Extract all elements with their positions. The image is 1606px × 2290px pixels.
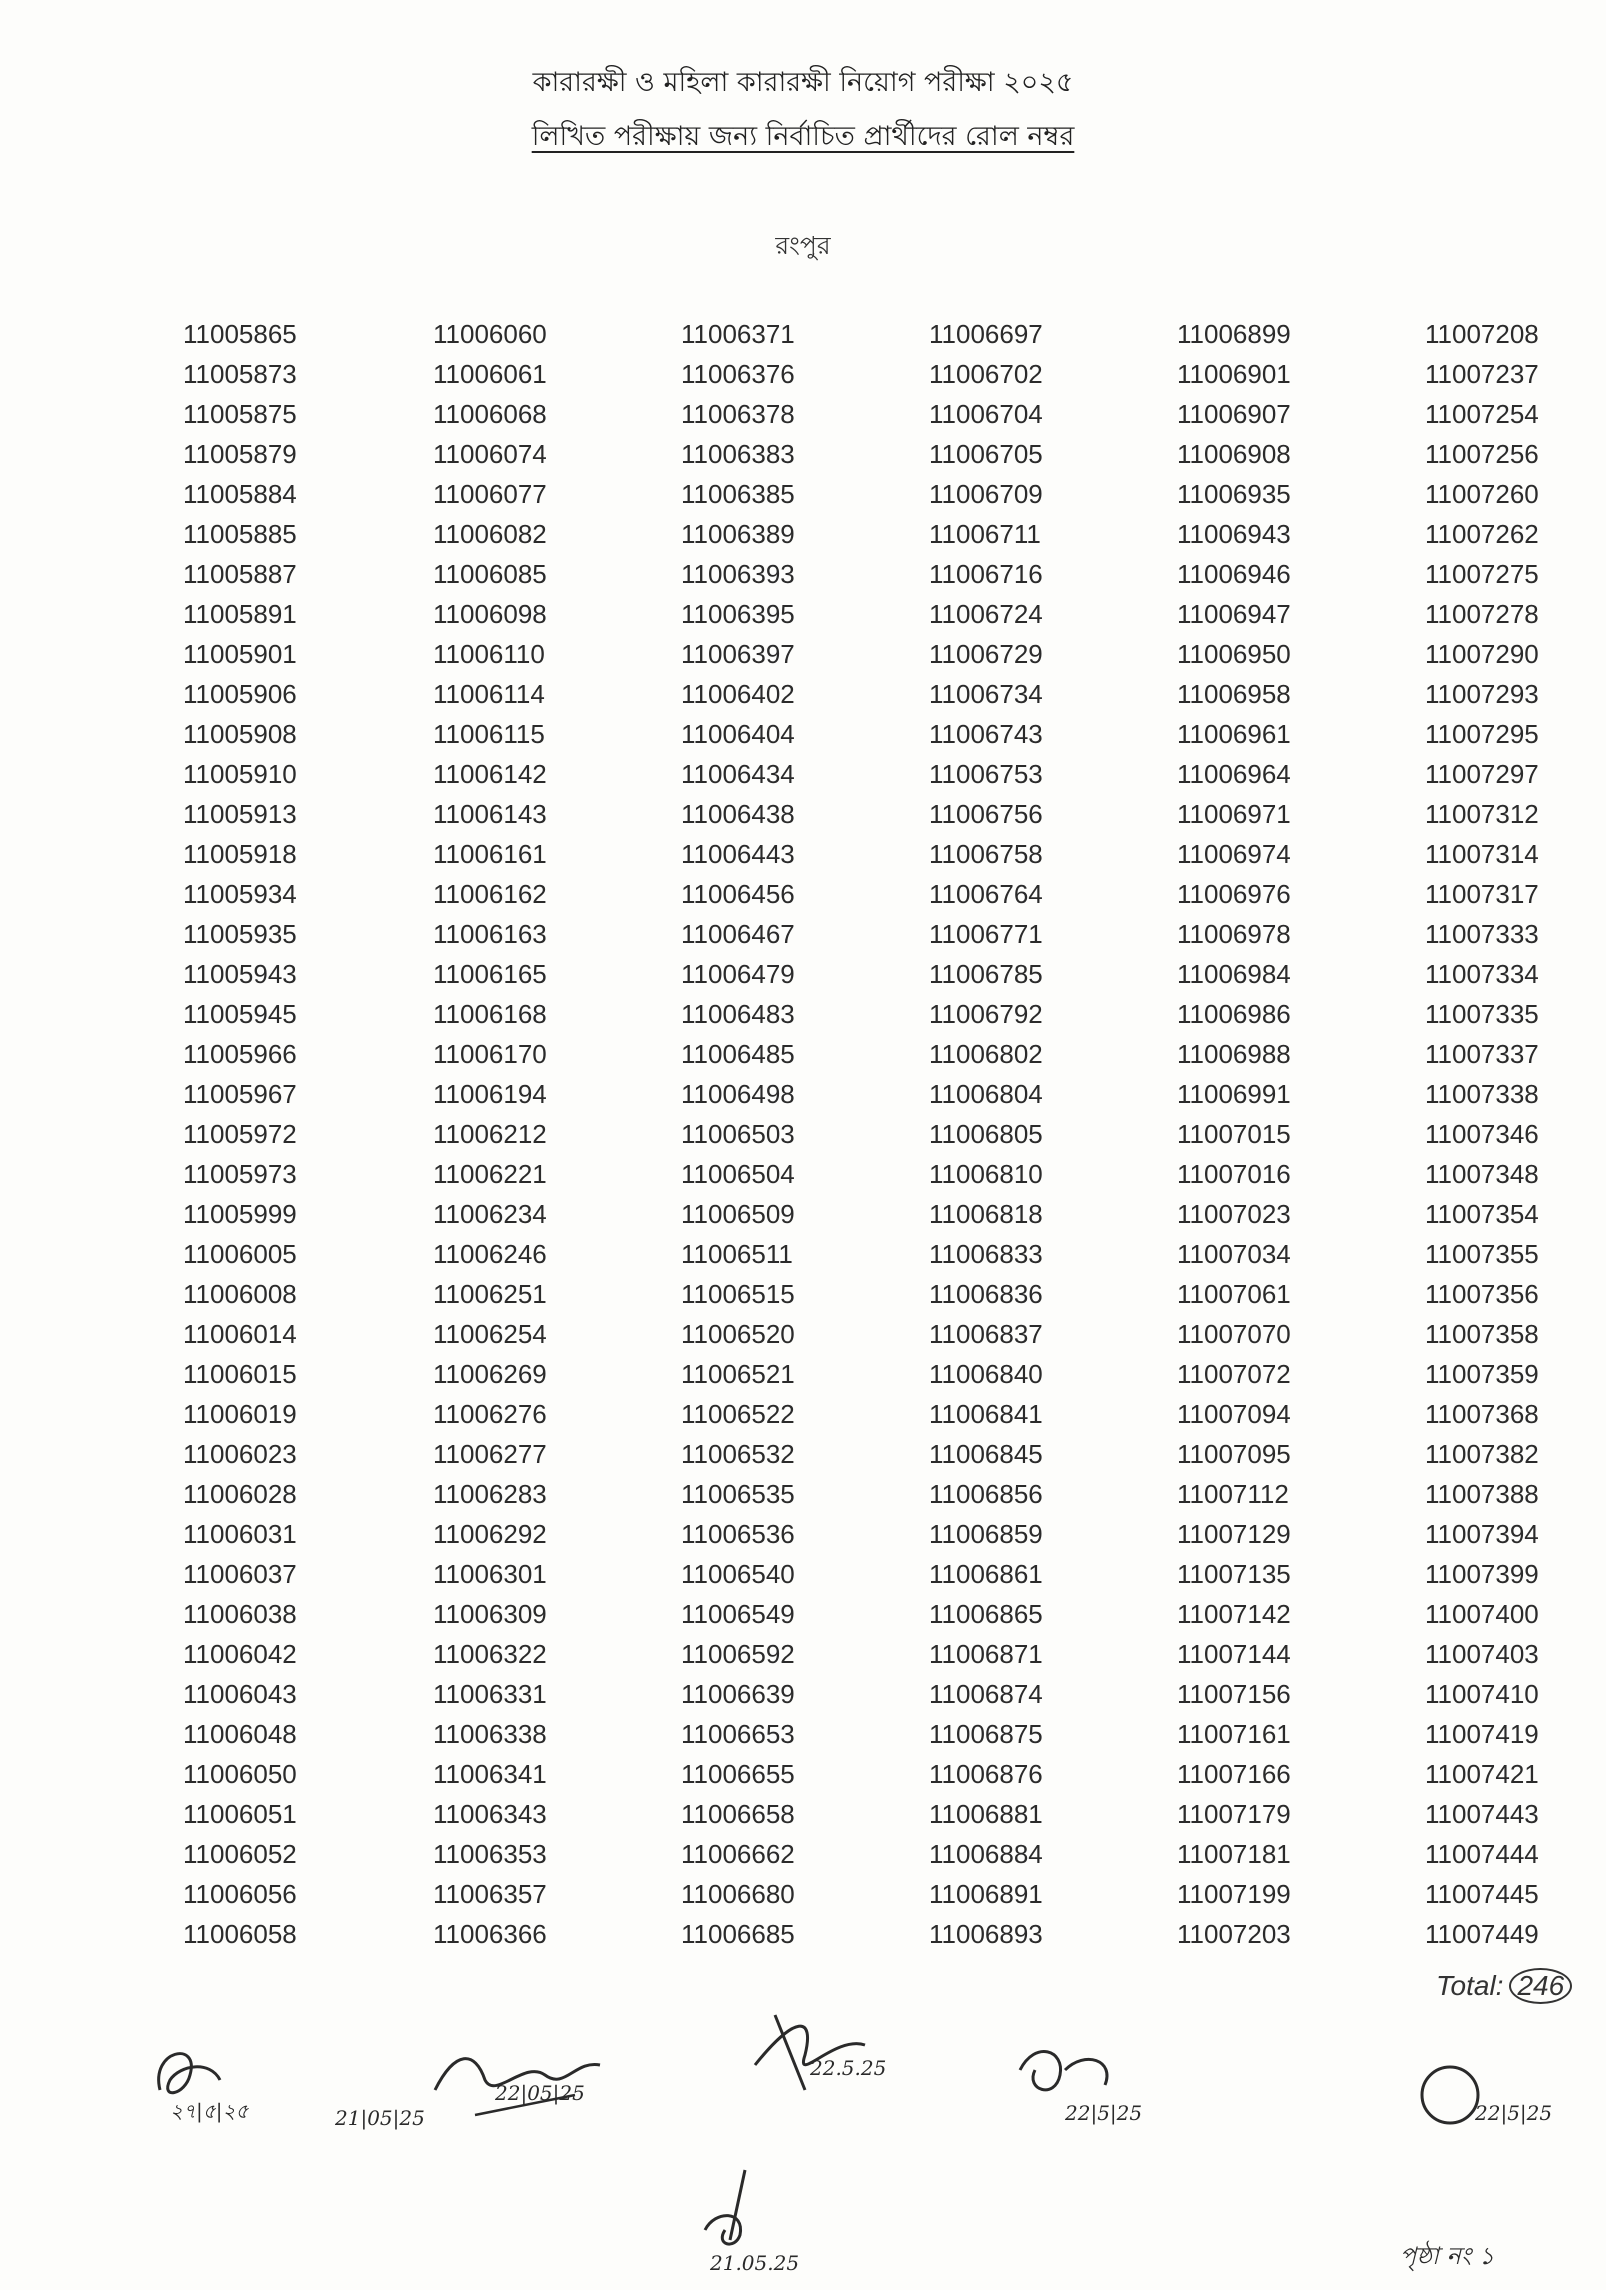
roll-number: 11007355 <box>1425 1239 1539 1269</box>
roll-number: 11006254 <box>433 1319 547 1349</box>
roll-number: 11006841 <box>929 1399 1043 1429</box>
roll-number-grid <box>183 314 1583 1964</box>
roll-number: 11006056 <box>183 1879 297 1909</box>
roll-number: 11005943 <box>183 959 297 989</box>
roll-number: 11006251 <box>433 1279 547 1309</box>
roll-number: 11006764 <box>929 879 1043 909</box>
roll-column <box>681 314 795 1954</box>
roll-number: 11006756 <box>929 799 1043 829</box>
roll-number: 11006908 <box>1177 439 1291 469</box>
roll-number: 11007295 <box>1425 719 1539 749</box>
roll-number: 11006907 <box>1177 399 1291 429</box>
roll-number: 11006443 <box>681 839 795 869</box>
roll-number: 11007337 <box>1425 1039 1539 1069</box>
roll-number: 11005973 <box>183 1159 297 1189</box>
roll-number: 11006341 <box>433 1759 547 1789</box>
roll-number: 11006947 <box>1177 599 1291 629</box>
roll-number: 11006058 <box>183 1919 297 1949</box>
roll-number: 11005901 <box>183 639 297 669</box>
roll-number: 11005865 <box>183 319 297 349</box>
roll-number: 11006143 <box>433 799 547 829</box>
roll-number: 11006884 <box>929 1839 1043 1869</box>
roll-number: 11007112 <box>1177 1479 1289 1509</box>
roll-number: 11006068 <box>433 399 547 429</box>
roll-number: 11007015 <box>1177 1119 1291 1149</box>
roll-number: 11006269 <box>433 1359 547 1389</box>
roll-number: 11006110 <box>433 639 545 669</box>
roll-number: 11006901 <box>1177 359 1291 389</box>
roll-number: 11007254 <box>1425 399 1539 429</box>
roll-number: 11006704 <box>929 399 1043 429</box>
roll-number: 11007368 <box>1425 1399 1539 1429</box>
roll-number: 11006397 <box>681 639 795 669</box>
roll-number: 11006498 <box>681 1079 795 1109</box>
roll-number: 11006511 <box>681 1239 793 1269</box>
roll-number: 11006378 <box>681 399 795 429</box>
roll-number: 11006958 <box>1177 679 1291 709</box>
roll-number: 11005887 <box>183 559 297 589</box>
roll-number: 11006861 <box>929 1559 1043 1589</box>
roll-number: 11006322 <box>433 1639 547 1669</box>
roll-number: 11006520 <box>681 1319 795 1349</box>
roll-number: 11007443 <box>1425 1799 1539 1829</box>
roll-number: 11006724 <box>929 599 1043 629</box>
roll-number: 11006357 <box>433 1879 547 1909</box>
roll-number: 11006170 <box>433 1039 547 1069</box>
roll-number: 11006376 <box>681 359 795 389</box>
document-subtitle <box>0 116 1606 161</box>
roll-number: 11006343 <box>433 1799 547 1829</box>
roll-number: 11006875 <box>929 1719 1043 1749</box>
roll-number: 11006115 <box>433 719 545 749</box>
roll-number: 11006655 <box>681 1759 795 1789</box>
roll-number: 11006168 <box>433 999 547 1029</box>
roll-number: 11006383 <box>681 439 795 469</box>
roll-number: 11006702 <box>929 359 1043 389</box>
roll-number: 11007072 <box>1177 1359 1291 1389</box>
roll-number: 11006353 <box>433 1839 547 1869</box>
roll-number: 11006805 <box>929 1119 1043 1149</box>
roll-number: 11006504 <box>681 1159 795 1189</box>
roll-number: 11006098 <box>433 599 547 629</box>
roll-number: 11006163 <box>433 919 547 949</box>
roll-number: 11006521 <box>681 1359 795 1389</box>
roll-number: 11006031 <box>183 1519 297 1549</box>
roll-number: 11007421 <box>1425 1759 1539 1789</box>
roll-number: 11007260 <box>1425 479 1539 509</box>
roll-number: 11006050 <box>183 1759 297 1789</box>
roll-number: 11007070 <box>1177 1319 1291 1349</box>
roll-number: 11006946 <box>1177 559 1291 589</box>
roll-number: 11006485 <box>681 1039 795 1069</box>
roll-number: 11005934 <box>183 879 297 909</box>
roll-number: 11007354 <box>1425 1199 1539 1229</box>
roll-number: 11006680 <box>681 1879 795 1909</box>
roll-number: 11006716 <box>929 559 1043 589</box>
roll-number: 11007290 <box>1425 639 1539 669</box>
roll-number: 11005908 <box>183 719 297 749</box>
roll-number: 11007161 <box>1177 1719 1291 1749</box>
roll-number: 11006052 <box>183 1839 297 1869</box>
page-number: পৃষ্ঠা নং ১ <box>1400 2242 1495 2270</box>
roll-number: 11006276 <box>433 1399 547 1429</box>
roll-number: 11006658 <box>681 1799 795 1829</box>
roll-number: 11006309 <box>433 1599 547 1629</box>
roll-number: 11005935 <box>183 919 297 949</box>
roll-number: 11006810 <box>929 1159 1043 1189</box>
roll-number: 11006038 <box>183 1599 297 1629</box>
roll-number: 11006662 <box>681 1839 795 1869</box>
roll-number: 11007129 <box>1177 1519 1291 1549</box>
roll-number: 11007034 <box>1177 1239 1291 1269</box>
roll-number: 11006283 <box>433 1479 547 1509</box>
roll-number: 11006301 <box>433 1559 547 1589</box>
signature-1-date: ২৭|৫|২৫ <box>170 2099 249 2123</box>
roll-number: 11006393 <box>681 559 795 589</box>
roll-number: 11006331 <box>433 1679 547 1709</box>
roll-number: 11005891 <box>183 599 297 629</box>
roll-number: 11007335 <box>1425 999 1539 1029</box>
roll-number: 11006522 <box>681 1399 795 1429</box>
roll-number: 11006389 <box>681 519 795 549</box>
roll-number: 11007293 <box>1425 679 1539 709</box>
roll-number: 11007023 <box>1177 1199 1291 1229</box>
roll-number: 11007410 <box>1425 1679 1539 1709</box>
signature-2-date-a: 21|05|25 <box>335 2106 425 2130</box>
roll-number: 11006792 <box>929 999 1043 1029</box>
roll-number: 11006246 <box>433 1239 547 1269</box>
roll-number: 11007203 <box>1177 1919 1291 1949</box>
roll-number: 11006697 <box>929 319 1043 349</box>
roll-number: 11006028 <box>183 1479 297 1509</box>
roll-number: 11006859 <box>929 1519 1043 1549</box>
roll-number: 11006467 <box>681 919 795 949</box>
roll-number: 11006212 <box>433 1119 547 1149</box>
roll-number: 11006042 <box>183 1639 297 1669</box>
roll-number: 11006015 <box>183 1359 297 1389</box>
roll-number: 11006974 <box>1177 839 1291 869</box>
roll-column <box>929 314 1043 1954</box>
roll-number: 11006014 <box>183 1319 297 1349</box>
roll-number: 11006292 <box>433 1519 547 1549</box>
roll-number: 11006976 <box>1177 879 1291 909</box>
roll-number: 11007312 <box>1425 799 1539 829</box>
roll-number: 11007135 <box>1177 1559 1291 1589</box>
signature-6 <box>1395 2060 1600 2140</box>
roll-number: 11006162 <box>433 879 547 909</box>
roll-number: 11006402 <box>681 679 795 709</box>
roll-number: 11007237 <box>1425 359 1539 389</box>
roll-number: 11005884 <box>183 479 297 509</box>
roll-number: 11006991 <box>1177 1079 1291 1109</box>
subtitle-text: লিখিত পরীক্ষায় জন্য নির্বাচিত প্রার্থীদের রোল নম্বর <box>531 121 1075 152</box>
roll-number: 11006535 <box>681 1479 795 1509</box>
roll-number: 11007444 <box>1425 1839 1539 1869</box>
roll-number: 11006048 <box>183 1719 297 1749</box>
roll-number: 11007356 <box>1425 1279 1539 1309</box>
roll-number: 11006771 <box>929 919 1043 949</box>
roll-number: 11007179 <box>1177 1799 1291 1829</box>
total-count <box>1436 1968 1572 2004</box>
roll-number: 11006891 <box>929 1879 1043 1909</box>
roll-column <box>183 314 297 1954</box>
roll-number: 11006639 <box>681 1679 795 1709</box>
roll-number: 11006840 <box>929 1359 1043 1389</box>
roll-number: 11007400 <box>1425 1599 1539 1629</box>
roll-number: 11006685 <box>681 1919 795 1949</box>
roll-number: 11006234 <box>433 1199 547 1229</box>
roll-number: 11006483 <box>681 999 795 1029</box>
roll-number: 11006986 <box>1177 999 1291 1029</box>
roll-number: 11007275 <box>1425 559 1539 589</box>
roll-number: 11007278 <box>1425 599 1539 629</box>
roll-number: 11006899 <box>1177 319 1291 349</box>
roll-number: 11006434 <box>681 759 795 789</box>
signature-5-date: 22|5|25 <box>1065 2101 1143 2125</box>
signature-5 <box>1005 2030 1285 2140</box>
roll-number: 11006804 <box>929 1079 1043 1109</box>
roll-number: 11006785 <box>929 959 1043 989</box>
roll-number: 11006874 <box>929 1679 1043 1709</box>
roll-number: 11006060 <box>433 319 547 349</box>
roll-number: 11007262 <box>1425 519 1539 549</box>
total-value: 246 <box>1509 1968 1572 2004</box>
roll-number: 11007358 <box>1425 1319 1539 1349</box>
roll-column <box>1177 314 1291 1954</box>
roll-number: 11007156 <box>1177 1679 1291 1709</box>
roll-number: 11006366 <box>433 1919 547 1949</box>
roll-number: 11007181 <box>1177 1839 1291 1869</box>
roll-number: 11006540 <box>681 1559 795 1589</box>
roll-number: 11006061 <box>433 359 547 389</box>
roll-number: 11007334 <box>1425 959 1539 989</box>
roll-number: 11006509 <box>681 1199 795 1229</box>
roll-number: 11005967 <box>183 1079 297 1109</box>
total-label: Total: <box>1436 1970 1504 2001</box>
roll-column <box>1425 314 1539 1954</box>
roll-number: 11007061 <box>1177 1279 1291 1309</box>
roll-number: 11006950 <box>1177 639 1291 669</box>
roll-number: 11006503 <box>681 1119 795 1149</box>
roll-number: 11006037 <box>183 1559 297 1589</box>
roll-number: 11007256 <box>1425 439 1539 469</box>
roll-number: 11007144 <box>1177 1639 1291 1669</box>
roll-number: 11007388 <box>1425 1479 1539 1509</box>
roll-number: 11006871 <box>929 1639 1043 1669</box>
roll-number: 11007142 <box>1177 1599 1291 1629</box>
roll-number: 11006385 <box>681 479 795 509</box>
roll-number: 11005913 <box>183 799 297 829</box>
roll-number: 11006709 <box>929 479 1043 509</box>
roll-number: 11006984 <box>1177 959 1291 989</box>
roll-number: 11005879 <box>183 439 297 469</box>
roll-number: 11006043 <box>183 1679 297 1709</box>
signature-1 <box>140 2030 340 2130</box>
roll-number: 11007348 <box>1425 1159 1539 1189</box>
roll-number: 11006836 <box>929 1279 1043 1309</box>
roll-number: 11006221 <box>433 1159 547 1189</box>
roll-number: 11006395 <box>681 599 795 629</box>
roll-number: 11007317 <box>1425 879 1539 909</box>
roll-number: 11006142 <box>433 759 547 789</box>
roll-number: 11005999 <box>183 1199 297 1229</box>
roll-number: 11005906 <box>183 679 297 709</box>
roll-number: 11006404 <box>681 719 795 749</box>
roll-number: 11006023 <box>183 1439 297 1469</box>
roll-number: 11006536 <box>681 1519 795 1549</box>
roll-number: 11005875 <box>183 399 297 429</box>
roll-number: 11006592 <box>681 1639 795 1669</box>
roll-number: 11006935 <box>1177 479 1291 509</box>
roll-number: 11005972 <box>183 1119 297 1149</box>
document-title: কারারক্ষী ও মহিলা কারারক্ষী নিয়োগ পরীক্ষা ২০২৫ <box>532 67 1074 98</box>
roll-number: 11006743 <box>929 719 1043 749</box>
roll-number: 11006085 <box>433 559 547 589</box>
roll-number: 11007359 <box>1425 1359 1539 1389</box>
roll-number: 11005966 <box>183 1039 297 1069</box>
roll-number: 11006818 <box>929 1199 1043 1229</box>
signature-4-date: 21.05.25 <box>710 2251 800 2275</box>
roll-number: 11006019 <box>183 1399 297 1429</box>
roll-number: 11006943 <box>1177 519 1291 549</box>
signature-4 <box>675 2160 875 2280</box>
roll-number: 11006961 <box>1177 719 1291 749</box>
signature-3 <box>735 1995 975 2105</box>
signature-3-date: 22.5.25 <box>810 2056 887 2080</box>
roll-number: 11007199 <box>1177 1879 1291 1909</box>
roll-number: 11005945 <box>183 999 297 1029</box>
roll-number: 11007419 <box>1425 1719 1539 1749</box>
roll-number: 11006833 <box>929 1239 1043 1269</box>
roll-number: 11006729 <box>929 639 1043 669</box>
roll-number: 11006753 <box>929 759 1043 789</box>
roll-number: 11007094 <box>1177 1399 1291 1429</box>
roll-number: 11007016 <box>1177 1159 1291 1189</box>
roll-number: 11007297 <box>1425 759 1539 789</box>
roll-number: 11006051 <box>183 1799 297 1829</box>
roll-number: 11007346 <box>1425 1119 1539 1149</box>
roll-number: 11006479 <box>681 959 795 989</box>
roll-number: 11006964 <box>1177 759 1291 789</box>
signature-2-date-b: 22|05|25 <box>495 2081 585 2105</box>
roll-number: 11006438 <box>681 799 795 829</box>
roll-number: 11006978 <box>1177 919 1291 949</box>
roll-number: 11006971 <box>1177 799 1291 829</box>
roll-number: 11007314 <box>1425 839 1539 869</box>
roll-number: 11007095 <box>1177 1439 1291 1469</box>
roll-number: 11006705 <box>929 439 1043 469</box>
roll-number: 11006165 <box>433 959 547 989</box>
roll-number: 11005873 <box>183 359 297 389</box>
roll-number: 11007338 <box>1425 1079 1539 1109</box>
roll-number: 11007399 <box>1425 1559 1539 1589</box>
roll-number: 11005885 <box>183 519 297 549</box>
roll-number: 11006005 <box>183 1239 297 1269</box>
roll-number: 11006161 <box>433 839 547 869</box>
roll-number: 11006856 <box>929 1479 1043 1509</box>
roll-number: 11005918 <box>183 839 297 869</box>
roll-number: 11006653 <box>681 1719 795 1749</box>
signature-6-date: 22|5|25 <box>1475 2101 1553 2125</box>
roll-number: 11006082 <box>433 519 547 549</box>
roll-number: 11006711 <box>929 519 1041 549</box>
roll-number: 11006371 <box>681 319 795 349</box>
roll-number: 11006194 <box>433 1079 547 1109</box>
roll-number: 11006837 <box>929 1319 1043 1349</box>
roll-number: 11006532 <box>681 1439 795 1469</box>
roll-number: 11006802 <box>929 1039 1043 1069</box>
roll-number: 11007394 <box>1425 1519 1539 1549</box>
roll-number: 11006988 <box>1177 1039 1291 1069</box>
roll-number: 11005910 <box>183 759 297 789</box>
roll-number: 11007208 <box>1425 319 1539 349</box>
roll-number: 11007445 <box>1425 1879 1539 1909</box>
roll-number: 11006881 <box>929 1799 1043 1829</box>
roll-number: 11006277 <box>433 1439 547 1469</box>
roll-number: 11007449 <box>1425 1919 1539 1949</box>
roll-number: 11006338 <box>433 1719 547 1749</box>
roll-number: 11006865 <box>929 1599 1043 1629</box>
roll-number: 11007166 <box>1177 1759 1291 1789</box>
roll-number: 11006876 <box>929 1759 1043 1789</box>
roll-number: 11006074 <box>433 439 547 469</box>
roll-number: 11006758 <box>929 839 1043 869</box>
roll-number: 11006008 <box>183 1279 297 1309</box>
roll-number: 11006077 <box>433 479 547 509</box>
roll-number: 11007403 <box>1425 1639 1539 1669</box>
region-heading: রংপুর <box>775 231 831 260</box>
roll-number: 11006549 <box>681 1599 795 1629</box>
roll-number: 11006893 <box>929 1919 1043 1949</box>
roll-number: 11006734 <box>929 679 1043 709</box>
roll-column <box>433 314 547 1954</box>
roll-number: 11007382 <box>1425 1439 1539 1469</box>
signature-2 <box>325 2020 655 2140</box>
roll-number: 11007333 <box>1425 919 1539 949</box>
roll-number: 11006845 <box>929 1439 1043 1469</box>
roll-number: 11006114 <box>433 679 545 709</box>
roll-number: 11006456 <box>681 879 795 909</box>
roll-number: 11006515 <box>681 1279 795 1309</box>
